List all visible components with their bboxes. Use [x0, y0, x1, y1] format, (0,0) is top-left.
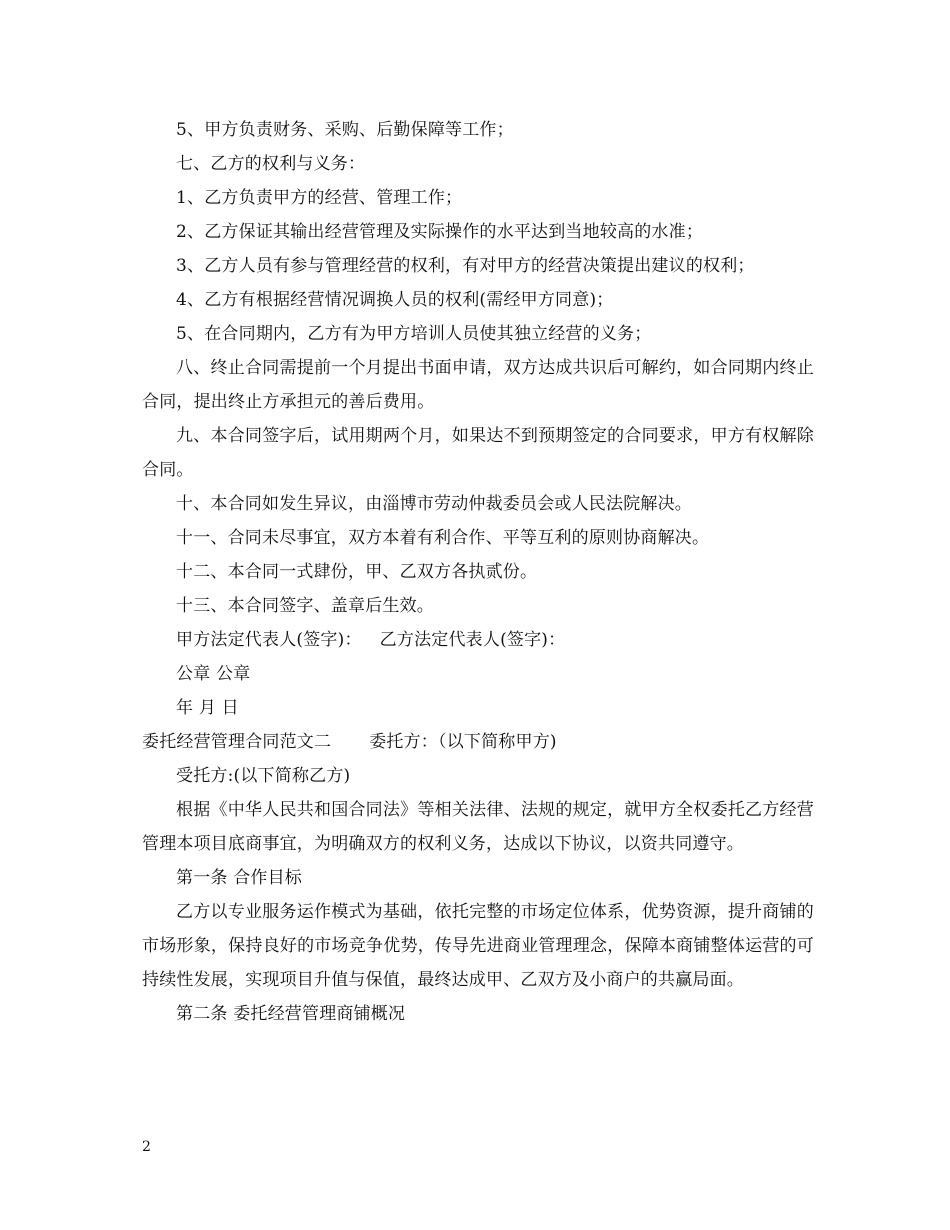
date-year: 年	[176, 698, 194, 718]
article-1-body: 乙方以专业服务运作模式为基础，依托完整的市场定位体系，优势资源，提升商铺的市场形象，保持良好的市场竞争优势，传导先进商业管理理念，保障本商铺整体运营的可持续性发展，实现项目升值与保值，最终达成甲、乙双方及小商户的共赢局面。	[142, 902, 814, 990]
paragraph: 5、在合同期内，乙方有为甲方培训人员使其独立经营的义务；	[176, 324, 652, 344]
signature-party-b: 乙方法定代表人(签字)：	[379, 630, 566, 650]
document-body	[142, 113, 814, 1031]
signature-line	[142, 623, 814, 657]
preamble: 根据《中华人民共和国合同法》等相关法律、法规的规定，就甲方全权委托乙方经营管理本项目底商事宜，为明确双方的权利义务，达成以下协议，以资共同遵守。	[142, 800, 814, 854]
paragraph: 4、乙方有根据经营情况调换人员的权利(需经甲方同意)；	[176, 290, 614, 310]
paragraph: 九、本合同签字后，试用期两个月，如果达不到预期签定的合同要求，甲方有权解除合同。	[142, 426, 814, 480]
paragraph: 十、本合同如发生异议，由淄博市劳动仲裁委员会或人民法院解决。	[176, 494, 692, 514]
seal-party-b: 公章	[216, 664, 251, 684]
seal-line	[142, 657, 814, 691]
date-line	[142, 691, 814, 725]
article-2-title: 第二条 委托经营管理商铺概况	[176, 1004, 406, 1024]
contract-title: 委托经营管理合同范文二	[142, 732, 332, 752]
date-day: 日	[221, 698, 239, 718]
paragraph: 十一、合同未尽事宜，双方本着有利合作、平等互利的原则协商解决。	[176, 528, 710, 548]
seal-party-a: 公章	[176, 664, 211, 684]
paragraph: 2、乙方保证其输出经营管理及实际操作的水平达到当地较高的水准；	[176, 222, 704, 242]
date-month: 月	[198, 698, 217, 718]
page-number: 2	[142, 1139, 151, 1155]
entrusting-party: 委托方：（以下简称甲方)	[369, 732, 557, 752]
entrusted-party: 受托方:(以下简称乙方)	[176, 766, 351, 786]
paragraph: 3、乙方人员有参与管理经营的权利，有对甲方的经营决策提出建议的权利；	[176, 256, 755, 276]
article-1-title: 第一条 合作目标	[176, 868, 303, 888]
paragraph: 1、乙方负责甲方的经营、管理工作；	[176, 188, 463, 208]
section-heading: 七、乙方的权利与义务：	[176, 154, 366, 174]
paragraph: 十三、本合同签字、盖章后生效。	[176, 596, 434, 616]
contract-title-line	[142, 725, 814, 759]
paragraph: 5、甲方负责财务、采购、后勤保障等工作；	[176, 120, 514, 140]
paragraph: 十二、本合同一式肆份，甲、乙双方各执贰份。	[176, 562, 538, 582]
signature-party-a: 甲方法定代表人(签字)：	[176, 630, 362, 650]
paragraph: 八、终止合同需提前一个月提出书面申请，双方达成共识后可解约，如合同期内终止合同，提出终止方承担元的善后费用。	[142, 358, 814, 412]
